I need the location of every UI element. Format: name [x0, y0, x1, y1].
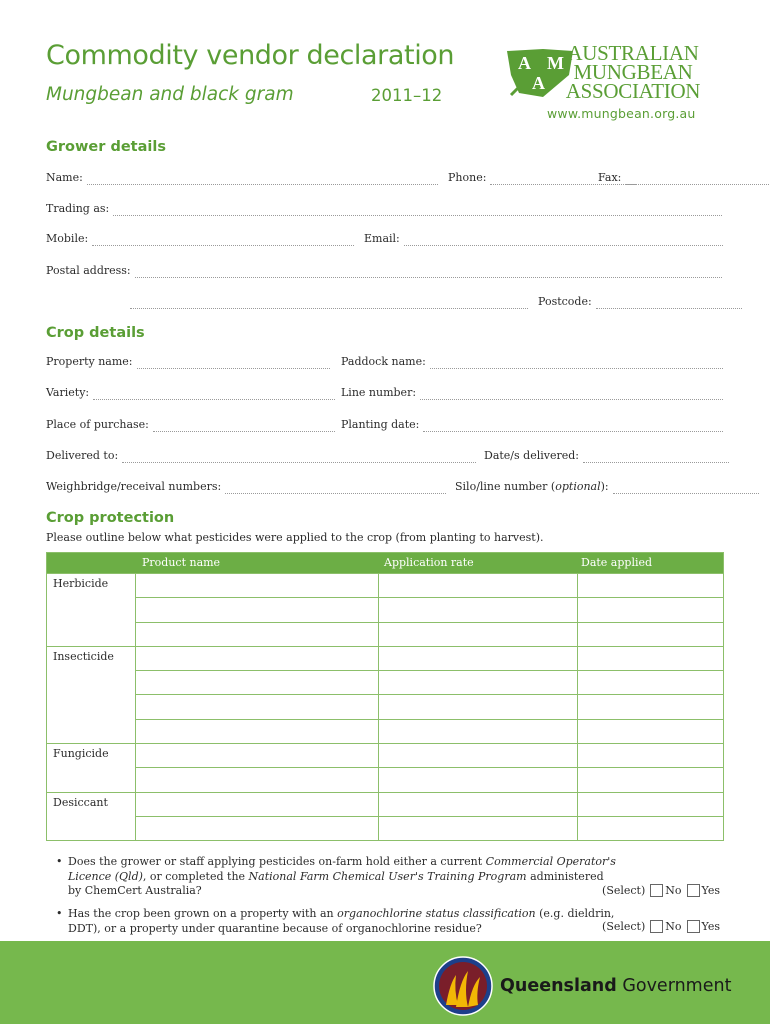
- postcode-field: Postcode:: [538, 295, 722, 311]
- table-row: [47, 743, 723, 767]
- phone-field: Phone:: [448, 171, 588, 187]
- silo-line-field: Silo/line number (optional):: [455, 480, 723, 496]
- chemcert-select: (Select) No Yes: [602, 884, 720, 897]
- application-rate-cell[interactable]: [379, 670, 578, 694]
- crop-protection-intro: Please outline below what pesticides were applied to the crop (from planting to harvest).: [46, 531, 544, 544]
- line-number-field: Line number:: [341, 386, 723, 402]
- planting-date-field: Planting date:: [341, 418, 723, 434]
- crop-protection-heading: Crop protection: [46, 510, 175, 526]
- trading-as-input[interactable]: [113, 202, 722, 216]
- organochlorine-select: (Select) No Yes: [602, 920, 720, 933]
- column-date-applied: Date applied: [581, 556, 653, 569]
- table-row: [47, 792, 723, 816]
- postcode-input[interactable]: [596, 295, 742, 309]
- page-subtitle: Mungbean and black gram: [46, 84, 294, 105]
- season-year: 2011–12: [371, 86, 443, 105]
- property-name-input[interactable]: [137, 355, 330, 369]
- organochlorine-yes-checkbox[interactable]: [687, 920, 700, 933]
- dates-delivered-input[interactable]: [583, 449, 729, 463]
- date-applied-cell[interactable]: [578, 719, 723, 743]
- paddock-name-field: Paddock name:: [341, 355, 723, 371]
- property-name-field: Property name:: [46, 355, 330, 371]
- product-name-cell[interactable]: [136, 670, 379, 694]
- name-field: Name:: [46, 171, 438, 187]
- application-rate-cell[interactable]: [379, 694, 578, 718]
- group-label-insecticide: Insecticide: [47, 647, 136, 670]
- table-row: [47, 670, 723, 694]
- chemcert-yes-checkbox[interactable]: [687, 884, 700, 897]
- table-header: [47, 553, 723, 573]
- application-rate-cell[interactable]: [379, 647, 578, 670]
- fax-field: Fax:: [598, 171, 723, 187]
- application-rate-cell[interactable]: [379, 574, 578, 597]
- mobile-field: Mobile:: [46, 232, 354, 248]
- date-applied-cell[interactable]: [578, 670, 723, 694]
- table-row: [47, 597, 723, 621]
- product-name-cell[interactable]: [136, 816, 379, 840]
- variety-input[interactable]: [93, 386, 335, 400]
- question-organochlorine: • Has the crop been grown on a property with an organochlorine status classification (e.g. dieldrin, DDT), or a property under quarantine because of organochlorine residue?: [56, 907, 615, 935]
- crop-details-heading: Crop details: [46, 325, 145, 341]
- table-row: [47, 646, 723, 670]
- logo-url: www.mungbean.org.au: [547, 106, 696, 121]
- mungbean-association-logo: [503, 42, 723, 124]
- footer-band: [0, 941, 770, 1024]
- place-of-purchase-field: Place of purchase:: [46, 418, 335, 434]
- queensland-government-crest-icon: [432, 955, 494, 1017]
- postal-address-input[interactable]: [135, 264, 722, 278]
- product-name-cell[interactable]: [136, 719, 379, 743]
- silo-line-input[interactable]: [613, 480, 759, 494]
- queensland-government-wordmark: Queensland Government: [500, 976, 732, 996]
- delivered-to-input[interactable]: [122, 449, 476, 463]
- application-rate-cell[interactable]: [379, 597, 578, 621]
- postal-address-line2-input[interactable]: [130, 295, 528, 309]
- date-applied-cell[interactable]: [578, 574, 723, 597]
- paddock-name-input[interactable]: [430, 355, 723, 369]
- date-applied-cell[interactable]: [578, 647, 723, 670]
- table-row: [47, 573, 723, 597]
- chemcert-no-checkbox[interactable]: [650, 884, 663, 897]
- application-rate-cell[interactable]: [379, 793, 578, 816]
- date-applied-cell[interactable]: [578, 816, 723, 840]
- email-field: Email:: [364, 232, 723, 248]
- question-chemcert: • Does the grower or staff applying pesticides on-farm hold either a current Commercial Operator's Licence (Qld), or completed the National Farm Chemical User's Training Program administered by ChemCert Australia?: [56, 855, 616, 897]
- delivered-to-field: Delivered to:: [46, 449, 476, 465]
- grower-details-heading: Grower details: [46, 139, 166, 155]
- variety-field: Variety:: [46, 386, 335, 402]
- application-rate-cell[interactable]: [379, 744, 578, 767]
- product-name-cell[interactable]: [136, 647, 379, 670]
- postal-address-line2: [130, 295, 528, 311]
- email-input[interactable]: [404, 232, 723, 246]
- table-row: [47, 719, 723, 743]
- page-title: Commodity vendor declaration: [46, 40, 455, 71]
- product-name-cell[interactable]: [136, 622, 379, 646]
- date-applied-cell[interactable]: [578, 793, 723, 816]
- table-row: [47, 622, 723, 646]
- group-label-fungicide: Fungicide: [47, 744, 136, 767]
- column-application-rate: Application rate: [384, 556, 474, 569]
- name-input[interactable]: [87, 171, 438, 185]
- table-row: [47, 767, 723, 791]
- logo-initial-m: M: [547, 53, 564, 73]
- product-name-cell[interactable]: [136, 574, 379, 597]
- logo-initial-a1: A: [518, 53, 531, 73]
- weighbridge-field: Weighbridge/receival numbers:: [46, 480, 446, 496]
- product-name-cell[interactable]: [136, 597, 379, 621]
- group-label-desiccant: Desiccant: [47, 793, 136, 816]
- product-name-cell[interactable]: [136, 793, 379, 816]
- line-number-input[interactable]: [420, 386, 723, 400]
- product-name-cell[interactable]: [136, 767, 379, 791]
- date-applied-cell[interactable]: [578, 694, 723, 718]
- date-applied-cell[interactable]: [578, 597, 723, 621]
- logo-initial-a2: A: [532, 73, 545, 93]
- organochlorine-no-checkbox[interactable]: [650, 920, 663, 933]
- postal-address-field: Postal address:: [46, 264, 722, 280]
- logo-name: AUSTRALIAN MUNGBEAN ASSOCIATION: [565, 41, 701, 103]
- date-applied-cell[interactable]: [578, 767, 723, 791]
- product-name-cell[interactable]: [136, 744, 379, 767]
- application-rate-cell[interactable]: [379, 767, 578, 791]
- weighbridge-input[interactable]: [225, 480, 446, 494]
- pesticide-table: [46, 552, 724, 841]
- table-row: [47, 694, 723, 718]
- fax-input[interactable]: [625, 171, 770, 185]
- column-product-name: Product name: [142, 556, 221, 569]
- mobile-input[interactable]: [92, 232, 354, 246]
- group-label-herbicide: Herbicide: [47, 574, 136, 597]
- planting-date-input[interactable]: [423, 418, 723, 432]
- date-applied-cell[interactable]: [578, 622, 723, 646]
- product-name-cell[interactable]: [136, 694, 379, 718]
- trading-as-field: Trading as:: [46, 202, 722, 218]
- place-of-purchase-input[interactable]: [153, 418, 335, 432]
- date-applied-cell[interactable]: [578, 744, 723, 767]
- table-row: [47, 816, 723, 840]
- application-rate-cell[interactable]: [379, 719, 578, 743]
- dates-delivered-field: Date/s delivered:: [484, 449, 723, 465]
- application-rate-cell[interactable]: [379, 622, 578, 646]
- application-rate-cell[interactable]: [379, 816, 578, 840]
